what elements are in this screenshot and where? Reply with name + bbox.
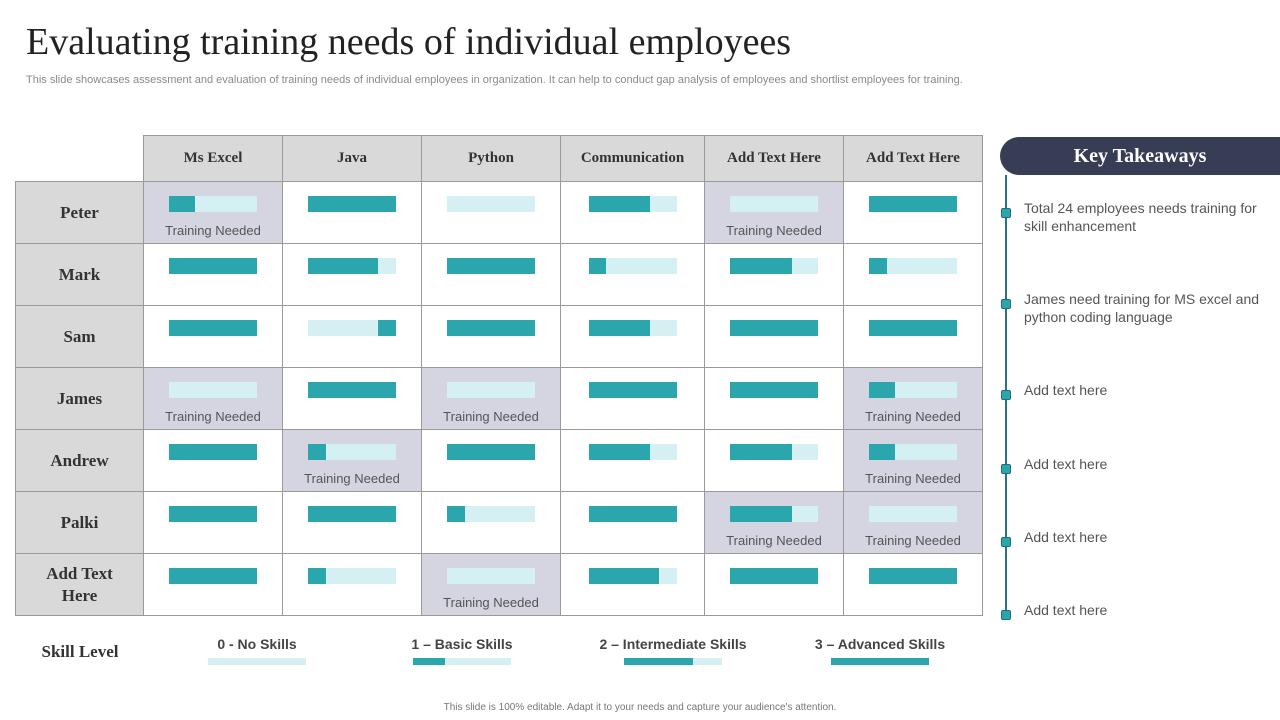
- training-needed-label: Training Needed: [865, 409, 961, 424]
- skill-cell: [705, 182, 844, 244]
- training-needed-label: Training Needed: [726, 533, 822, 548]
- skill-bar: [308, 382, 396, 398]
- skill-bar: [308, 444, 396, 460]
- column-header: Add Text Here: [705, 136, 844, 182]
- skill-cell: [705, 368, 844, 430]
- skill-cell: [283, 368, 422, 430]
- timeline-dot-icon: [1001, 390, 1011, 400]
- row-header: James: [16, 368, 144, 430]
- legend-item: [790, 636, 970, 665]
- skill-bar: [169, 258, 257, 274]
- skill-bar-fill: [589, 382, 677, 398]
- skill-bar-fill: [169, 258, 257, 274]
- column-header-row: [16, 136, 983, 182]
- skill-bar-fill: [169, 568, 257, 584]
- skill-cell: [844, 554, 983, 616]
- table-row: [16, 554, 983, 616]
- skill-bar-fill: [447, 258, 535, 274]
- skill-bar-fill: [378, 320, 396, 336]
- skill-bar: [730, 506, 818, 522]
- skill-cell: [561, 182, 705, 244]
- legend-bar: [624, 658, 722, 665]
- row-header: Peter: [16, 182, 144, 244]
- skill-cell: [283, 554, 422, 616]
- skill-cell: [844, 368, 983, 430]
- skill-cell: [561, 492, 705, 554]
- skill-bar: [869, 568, 957, 584]
- skill-cell: [422, 368, 561, 430]
- skill-cell: [144, 182, 283, 244]
- takeaway-text: Add text here: [1024, 456, 1108, 472]
- skill-bar: [169, 320, 257, 336]
- training-needed-label: Training Needed: [443, 409, 539, 424]
- skill-bar: [308, 196, 396, 212]
- legend-bar-fill: [624, 658, 693, 665]
- skill-cell: [561, 368, 705, 430]
- skill-bar-fill: [169, 506, 257, 522]
- skill-bar-fill: [869, 196, 957, 212]
- skill-cell: [422, 554, 561, 616]
- skill-bar-fill: [447, 320, 535, 336]
- column-header: Add Text Here: [844, 136, 983, 182]
- skill-bar-fill: [589, 568, 659, 584]
- skill-bar: [589, 568, 677, 584]
- legend-item: [372, 636, 552, 665]
- skill-bar: [869, 258, 957, 274]
- takeaway-item: [1000, 290, 1280, 330]
- skill-cell: [705, 430, 844, 492]
- skill-cell: [844, 182, 983, 244]
- training-needed-label: Training Needed: [865, 533, 961, 548]
- skill-bar-fill: [589, 320, 651, 336]
- row-header: Mark: [16, 244, 144, 306]
- skill-cell: [144, 430, 283, 492]
- skill-bar-fill: [869, 258, 887, 274]
- skill-bar-fill: [308, 258, 378, 274]
- legend-label: 3 – Advanced Skills: [814, 636, 946, 652]
- legend-label: 2 – Intermediate Skills: [599, 636, 747, 652]
- legend-bar: [413, 658, 511, 665]
- skill-bar-fill: [308, 568, 326, 584]
- skill-bar-fill: [308, 382, 396, 398]
- column-header: Ms Excel: [144, 136, 283, 182]
- takeaway-text: Add text here: [1024, 602, 1108, 618]
- skill-bar-fill: [730, 382, 818, 398]
- row-header: Add Text Here: [16, 554, 144, 616]
- skill-bar: [308, 568, 396, 584]
- skill-bar-fill: [589, 506, 677, 522]
- footer-note: This slide is 100% editable. Adapt it to your needs and capture your audience's attention.: [443, 702, 837, 713]
- training-needed-label: Training Needed: [443, 595, 539, 610]
- legend-item: [583, 636, 763, 665]
- page-title: Evaluating training needs of individual employees: [26, 21, 792, 63]
- skill-cell: [422, 306, 561, 368]
- skill-matrix: [15, 135, 983, 616]
- skill-cell: [561, 306, 705, 368]
- takeaway-item: [1000, 528, 1280, 568]
- skill-bar-fill: [308, 444, 326, 460]
- skill-bar-fill: [730, 568, 818, 584]
- skill-bar-fill: [869, 320, 957, 336]
- skill-bar: [589, 444, 677, 460]
- skill-bar: [447, 382, 535, 398]
- skill-cell: [283, 492, 422, 554]
- legend-bar: [831, 658, 929, 665]
- takeaway-text: Total 24 employees needs training for skill enhancement: [1024, 200, 1257, 234]
- skill-bar: [169, 568, 257, 584]
- skill-bar: [589, 382, 677, 398]
- skill-bar: [447, 196, 535, 212]
- skill-bar: [447, 444, 535, 460]
- training-needed-label: Training Needed: [165, 409, 261, 424]
- skill-bar: [169, 444, 257, 460]
- skill-cell: [561, 554, 705, 616]
- skill-bar: [308, 258, 396, 274]
- legend-label: 1 – Basic Skills: [411, 636, 513, 652]
- skill-bar: [869, 320, 957, 336]
- skill-bar: [589, 506, 677, 522]
- skill-bar: [869, 382, 957, 398]
- legend-bar-fill: [831, 658, 929, 665]
- skill-bar-fill: [589, 258, 607, 274]
- skill-bar: [308, 506, 396, 522]
- column-header: Java: [283, 136, 422, 182]
- skill-bar-fill: [447, 444, 535, 460]
- table-row: [16, 306, 983, 368]
- skill-bar-fill: [308, 196, 396, 212]
- skill-cell: [844, 306, 983, 368]
- skill-cell: [561, 244, 705, 306]
- skill-cell: [144, 492, 283, 554]
- skill-bar-fill: [169, 196, 195, 212]
- skill-bar-fill: [169, 320, 257, 336]
- timeline-dot-icon: [1001, 299, 1011, 309]
- skill-cell: [283, 244, 422, 306]
- skill-cell: [422, 244, 561, 306]
- skill-bar: [730, 382, 818, 398]
- column-header: Python: [422, 136, 561, 182]
- skill-cell: [144, 554, 283, 616]
- skill-cell: [705, 492, 844, 554]
- takeaway-item: [1000, 601, 1280, 641]
- takeaway-text: Add text here: [1024, 382, 1108, 398]
- table-row: [16, 430, 983, 492]
- skill-bar: [447, 258, 535, 274]
- skill-cell: [561, 430, 705, 492]
- legend-label: 0 - No Skills: [217, 636, 297, 652]
- skill-cell: [422, 492, 561, 554]
- skill-cell: [144, 306, 283, 368]
- skill-cell: [705, 306, 844, 368]
- skill-bar: [589, 258, 677, 274]
- training-needed-label: Training Needed: [304, 471, 400, 486]
- skill-bar-fill: [308, 506, 396, 522]
- skill-cell: [844, 492, 983, 554]
- timeline-dot-icon: [1001, 537, 1011, 547]
- skill-bar-fill: [730, 506, 792, 522]
- takeaway-text: Add text here: [1024, 529, 1108, 545]
- skill-bar: [169, 196, 257, 212]
- legend-item: [167, 636, 347, 665]
- table-row: [16, 182, 983, 244]
- training-needed-label: Training Needed: [865, 471, 961, 486]
- skill-bar: [730, 258, 818, 274]
- training-needed-label: Training Needed: [165, 223, 261, 238]
- key-takeaways-header: Key Takeaways: [1000, 137, 1280, 175]
- skill-bar: [730, 444, 818, 460]
- skill-bar-fill: [589, 444, 651, 460]
- skill-cell: [705, 554, 844, 616]
- skill-bar-fill: [869, 568, 957, 584]
- skill-bar-fill: [447, 506, 465, 522]
- skill-level-title: Skill Level: [41, 642, 119, 661]
- page-subtitle: This slide showcases assessment and evaluation of training needs of individual employees in organization. It can help to conduct gap analysis of employees and shortlist employees for training.: [26, 74, 963, 86]
- skill-cell: [144, 244, 283, 306]
- row-header: Andrew: [16, 430, 144, 492]
- skill-bar: [447, 506, 535, 522]
- row-header: Sam: [16, 306, 144, 368]
- timeline-dot-icon: [1001, 208, 1011, 218]
- skill-cell: [844, 430, 983, 492]
- skill-cell: [422, 182, 561, 244]
- skill-bar-fill: [730, 444, 792, 460]
- skill-cell: [283, 182, 422, 244]
- skill-bar-fill: [730, 258, 792, 274]
- skill-cell: [283, 430, 422, 492]
- legend-bar: [208, 658, 306, 665]
- skill-bar: [730, 568, 818, 584]
- skill-cell: [844, 244, 983, 306]
- skill-bar: [169, 506, 257, 522]
- training-needed-label: Training Needed: [726, 223, 822, 238]
- skill-bar: [730, 196, 818, 212]
- skill-bar-fill: [869, 382, 895, 398]
- skill-bar-fill: [169, 444, 257, 460]
- skill-bar-fill: [869, 444, 895, 460]
- skill-bar: [869, 196, 957, 212]
- skill-cell: [422, 430, 561, 492]
- takeaway-item: [1000, 381, 1280, 421]
- skill-cell: [144, 368, 283, 430]
- skill-cell: [705, 244, 844, 306]
- takeaway-text: James need training for MS excel and python coding language: [1024, 291, 1260, 325]
- skill-bar: [447, 320, 535, 336]
- timeline-dot-icon: [1001, 464, 1011, 474]
- table-row: [16, 368, 983, 430]
- corner-cell: [16, 136, 144, 182]
- skill-bar: [869, 506, 957, 522]
- skill-bar: [589, 196, 677, 212]
- skill-bar-fill: [589, 196, 651, 212]
- skill-bar-fill: [730, 320, 818, 336]
- skill-bar: [308, 320, 396, 336]
- skill-bar: [869, 444, 957, 460]
- skill-cell: [283, 306, 422, 368]
- table-row: [16, 244, 983, 306]
- skill-bar: [730, 320, 818, 336]
- table-row: [16, 492, 983, 554]
- skill-bar: [169, 382, 257, 398]
- takeaway-item: [1000, 199, 1280, 239]
- row-header: Palki: [16, 492, 144, 554]
- timeline-dot-icon: [1001, 610, 1011, 620]
- skill-bar: [589, 320, 677, 336]
- takeaway-item: [1000, 455, 1280, 495]
- column-header: Communication: [561, 136, 705, 182]
- skill-bar: [447, 568, 535, 584]
- legend-bar-fill: [413, 658, 445, 665]
